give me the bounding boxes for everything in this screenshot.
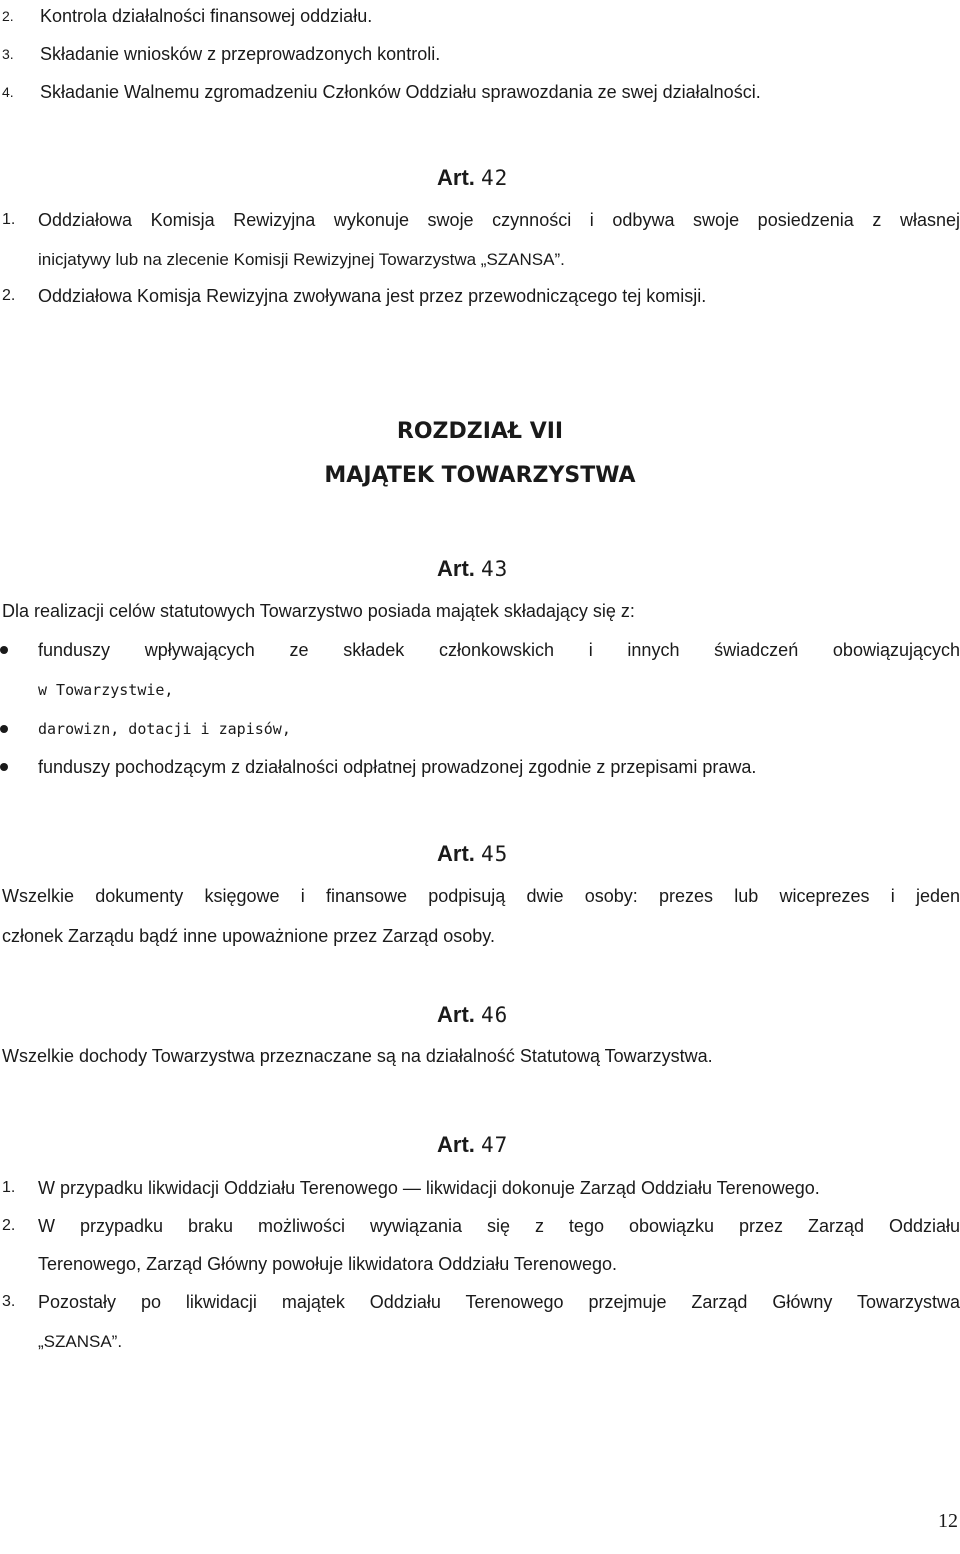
article-number: 42 bbox=[481, 166, 509, 190]
chapter-title: ROZDZIAŁ VII bbox=[396, 419, 564, 444]
chapter-subtitle: MAJĄTEK TOWARZYSTWA bbox=[324, 463, 636, 488]
paragraph-text: W przypadku likwidacji Oddziału Terenowego — likwidacji dokonuje Zarząd Oddziału Terenowego. bbox=[38, 1178, 820, 1198]
paragraph-number: 2. bbox=[2, 287, 16, 304]
article-text: Wszelkie dokumenty księgowe i finansowe podpisują dwie osoby: prezes lub wiceprezes i jeden bbox=[2, 886, 960, 906]
article-heading-43 bbox=[437, 555, 508, 583]
bullet-icon bbox=[0, 763, 8, 771]
list-number: 4. bbox=[2, 84, 14, 100]
paragraph-number: 1. bbox=[2, 211, 16, 228]
bullet-item-continued: w Towarzystwie, bbox=[38, 681, 174, 699]
article-heading-46 bbox=[437, 1001, 508, 1029]
paragraph-text: Pozostały po likwidacji majątek Oddziału Terenowego przejmuje Zarząd Główny Towarzystwa bbox=[38, 1292, 960, 1312]
bullet-item: funduszy pochodzącym z działalności odpłatnej prowadzonej zgodnie z przepisami prawa. bbox=[38, 757, 757, 777]
article-number: 46 bbox=[481, 1003, 509, 1027]
article-text: członek Zarządu bądź inne upoważnione przez Zarząd osoby. bbox=[2, 926, 495, 946]
article-heading-45 bbox=[437, 840, 508, 868]
paragraph-text: Oddziałowa Komisja Rewizyjna zwoływana jest przez przewodniczącego tej komisji. bbox=[38, 286, 707, 306]
bullet-item: funduszy wpływających ze składek członkowskich i innych świadczeń obowiązujących bbox=[38, 640, 960, 660]
paragraph-number: 3. bbox=[2, 1293, 16, 1310]
article-number: 47 bbox=[481, 1133, 509, 1157]
bullet-icon bbox=[0, 646, 8, 654]
article-label: Art. bbox=[437, 556, 475, 581]
paragraph-text: W przypadku braku możliwości wywiązania się z tego obowiązku przez Zarząd Oddziału bbox=[38, 1216, 960, 1236]
article-intro: Dla realizacji celów statutowych Towarzystwo posiada majątek składający się z: bbox=[2, 601, 635, 621]
list-item: Składanie Walnemu zgromadzeniu Członków Oddziału sprawozdania ze swej działalności. bbox=[40, 82, 761, 102]
article-label: Art. bbox=[437, 1002, 475, 1027]
paragraph-number: 1. bbox=[2, 1179, 16, 1196]
article-heading-47 bbox=[437, 1131, 508, 1159]
list-item: Kontrola działalności finansowej oddziału. bbox=[40, 6, 373, 26]
paragraph-text: „SZANSA”. bbox=[38, 1332, 123, 1351]
paragraph-text: inicjatywy lub na zlecenie Komisji Rewizyjnej Towarzystwa „SZANSA”. bbox=[38, 250, 565, 269]
article-number: 45 bbox=[481, 842, 509, 866]
list-item: Składanie wniosków z przeprowadzonych kontroli. bbox=[40, 44, 441, 64]
article-heading-42 bbox=[437, 164, 508, 192]
article-label: Art. bbox=[437, 1132, 475, 1157]
paragraph-text: Oddziałowa Komisja Rewizyjna wykonuje swoje czynności i odbywa swoje posiedzenia z własnej bbox=[38, 210, 960, 230]
article-number: 43 bbox=[481, 557, 509, 581]
page-number: 12 bbox=[938, 1510, 958, 1532]
list-number: 3. bbox=[2, 46, 14, 62]
list-number: 2. bbox=[2, 8, 14, 24]
bullet-item: darowizn, dotacji i zapisów, bbox=[38, 720, 291, 738]
paragraph-text: Terenowego, Zarząd Główny powołuje likwidatora Oddziału Terenowego. bbox=[38, 1254, 617, 1274]
article-text: Wszelkie dochody Towarzystwa przeznaczane są na działalność Statutową Towarzystwa. bbox=[2, 1046, 713, 1066]
bullet-icon bbox=[0, 725, 8, 733]
paragraph-number: 2. bbox=[2, 1217, 16, 1234]
article-label: Art. bbox=[437, 841, 475, 866]
article-label: Art. bbox=[437, 165, 475, 190]
